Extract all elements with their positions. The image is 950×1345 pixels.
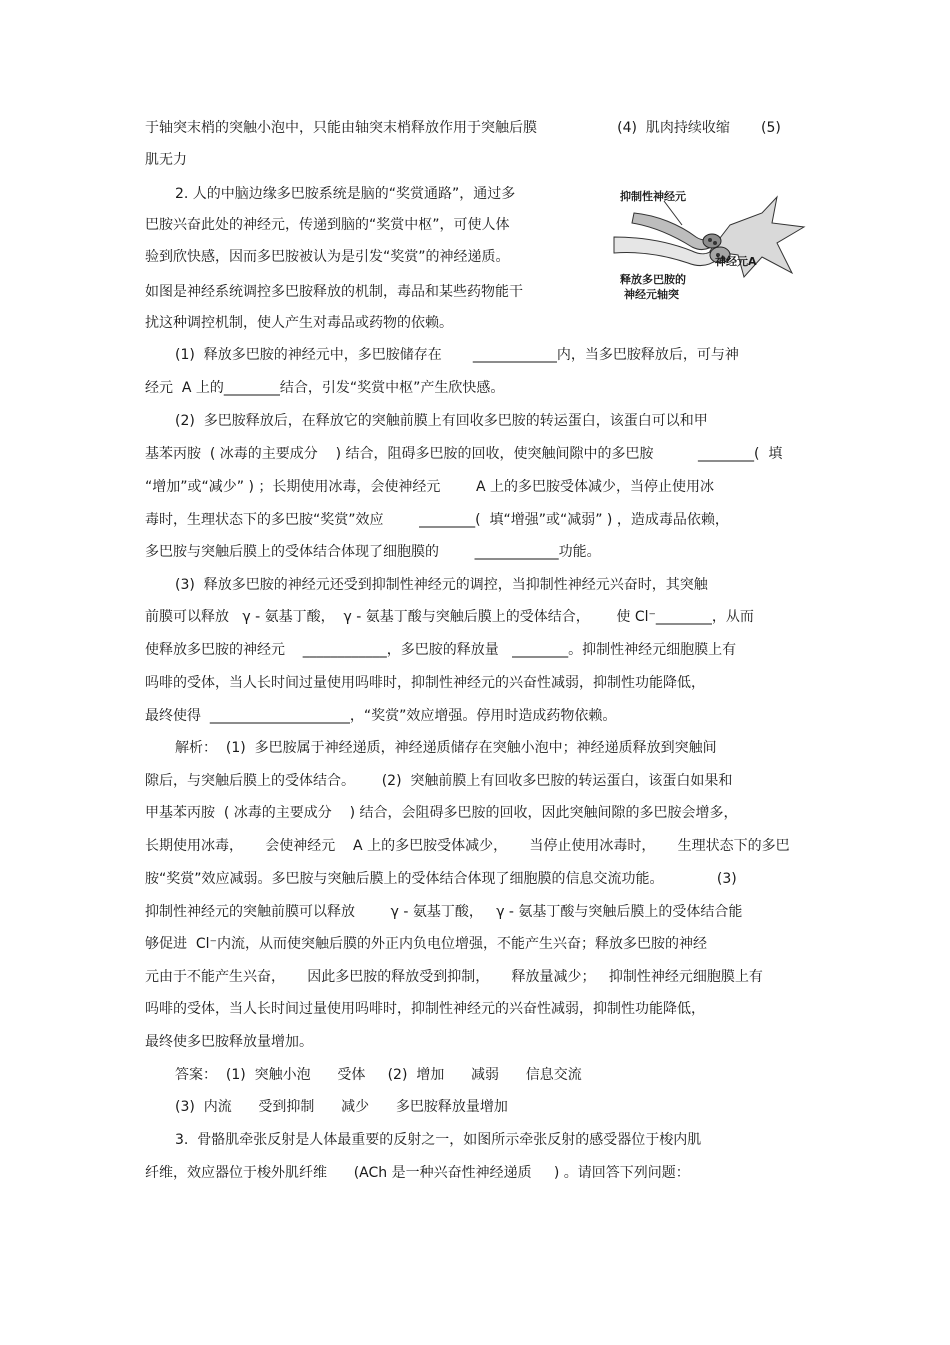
- vesicle: [713, 241, 717, 245]
- question-3-start: 3. 骨骼肌牵张反射是人体最重要的反射之一，如图所示牵张反射的感受器位于梭内肌: [175, 1132, 702, 1148]
- analysis-start: 解析： (1) 多巴胺属于神经递质，神经递质储存在突触小泡中；神经递质释放到突触间: [175, 740, 717, 756]
- vesicle: [708, 238, 712, 242]
- label-axon-line-1: 释放多巴胺的: [620, 273, 686, 286]
- text-line: 最终使得 ____________________，“奖赏”效应增强。停用时造成药物依赖。: [145, 708, 617, 724]
- question-2-start: 2. 人的中脑边缘多巴胺系统是脑的“奖赏通路”，通过多: [175, 186, 516, 202]
- text-line: 长期使用冰毒， 会使神经元 A 上的多巴胺受体减少， 当停止使用冰毒时， 生理状态下的多巴: [145, 838, 790, 854]
- label-neuron-a: 神经元A: [715, 255, 757, 268]
- text-line: 抑制性神经元的突触前膜可以释放 γ - 氨基丁酸， γ - 氨基丁酸与突触后膜上的受体结合能: [145, 904, 743, 920]
- text-line: “增加”或“减少” ) ；长期使用冰毒，会使神经元 A 上的多巴胺受体减少，当停止使用冰: [145, 479, 715, 495]
- label-inhibitory-neuron: 抑制性神经元: [620, 190, 686, 203]
- sub-question-2: (2) 多巴胺释放后，在释放它的突触前膜上有回收多巴胺的转运蛋白，该蛋白可以和甲: [175, 413, 708, 429]
- sub-question-1: (1) 释放多巴胺的神经元中，多巴胺储存在 ____________内，当多巴胺释放后，可与神: [175, 347, 739, 363]
- text-line: 经元 A 上的________结合，引发“奖赏中枢”产生欣快感。: [145, 380, 505, 396]
- text-line: 够促进 Cl⁻内流，从而使突触后膜的外正内负电位增强，不能产生兴奋；释放多巴胺的神经: [145, 936, 707, 952]
- text-line: 肌无力: [145, 152, 187, 168]
- label-axon-line-2: 神经元轴突: [624, 288, 679, 301]
- inhibitory-terminal: [703, 234, 721, 248]
- text-line: 于轴突末梢的突触小泡中，只能由轴突末梢释放作用于突触后膜 (4) 肌肉持续收缩 (5): [145, 120, 781, 136]
- text-line: 扰这种调控机制，使人产生对毒品或药物的依赖。: [145, 315, 453, 331]
- synapse-figure: [612, 185, 807, 310]
- text-line: 多巴胺与突触后膜上的受体结合体现了细胞膜的 ____________功能。: [145, 544, 601, 560]
- text-line: 甲基苯丙胺 ( 冰毒的主要成分 ) 结合，会阻碍多巴胺的回收，因此突触间隙的多巴胺会增多，: [145, 805, 738, 821]
- answer-line-1: 答案： (1) 突触小泡 受体 (2) 增加 减弱 信息交流: [175, 1067, 582, 1083]
- text-line: 隙后，与突触后膜上的受体结合。 (2) 突触前膜上有回收多巴胺的转运蛋白，该蛋白如果和: [145, 773, 733, 789]
- text-line: 巴胺兴奋此处的神经元，传递到脑的“奖赏中枢”，可使人体: [145, 217, 510, 233]
- sub-question-3: (3) 释放多巴胺的神经元还受到抑制性神经元的调控，当抑制性神经元兴奋时，其突触: [175, 577, 708, 593]
- text-line: 最终使多巴胺释放量增加。: [145, 1034, 313, 1050]
- text-line: 验到欣快感，因而多巴胺被认为是引发“奖赏”的神经递质。: [145, 249, 510, 265]
- text-line: 吗啡的受体，当人长时间过量使用吗啡时，抑制性神经元的兴奋性减弱，抑制性功能降低，: [145, 675, 705, 691]
- answer-line-2: (3) 内流 受到抑制 减少 多巴胺释放量增加: [175, 1099, 508, 1115]
- text-line: 元由于不能产生兴奋， 因此多巴胺的释放受到抑制， 释放量减少； 抑制性神经元细胞膜上有: [145, 969, 763, 985]
- text-line: 如图是神经系统调控多巴胺释放的机制，毒品和某些药物能干: [145, 284, 523, 300]
- text-line: 前膜可以释放 γ - 氨基丁酸， γ - 氨基丁酸与突触后膜上的受体结合， 使 Cl⁻________，从而: [145, 609, 754, 625]
- text-line: 胺“奖赏”效应减弱。多巴胺与突触后膜上的受体结合体现了细胞膜的信息交流功能。 (3): [145, 871, 737, 887]
- text-line: 纤维，效应器位于梭外肌纤维 (ACh 是一种兴奋性神经递质 ) 。请回答下列问题：: [145, 1165, 690, 1181]
- text-line: 吗啡的受体，当人长时间过量使用吗啡时，抑制性神经元的兴奋性减弱，抑制性功能降低，: [145, 1001, 705, 1017]
- text-line: 毒时，生理状态下的多巴胺“奖赏”效应 ________( 填“增强”或“减弱” ) ，造成毒品依赖，: [145, 512, 729, 528]
- text-line: 基苯丙胺 ( 冰毒的主要成分 ) 结合，阻碍多巴胺的回收，使突触间隙中的多巴胺 ________( 填: [145, 446, 783, 462]
- text-line: 使释放多巴胺的神经元 ____________，多巴胺的释放量 ________。抑制性神经元细胞膜上有: [145, 642, 737, 658]
